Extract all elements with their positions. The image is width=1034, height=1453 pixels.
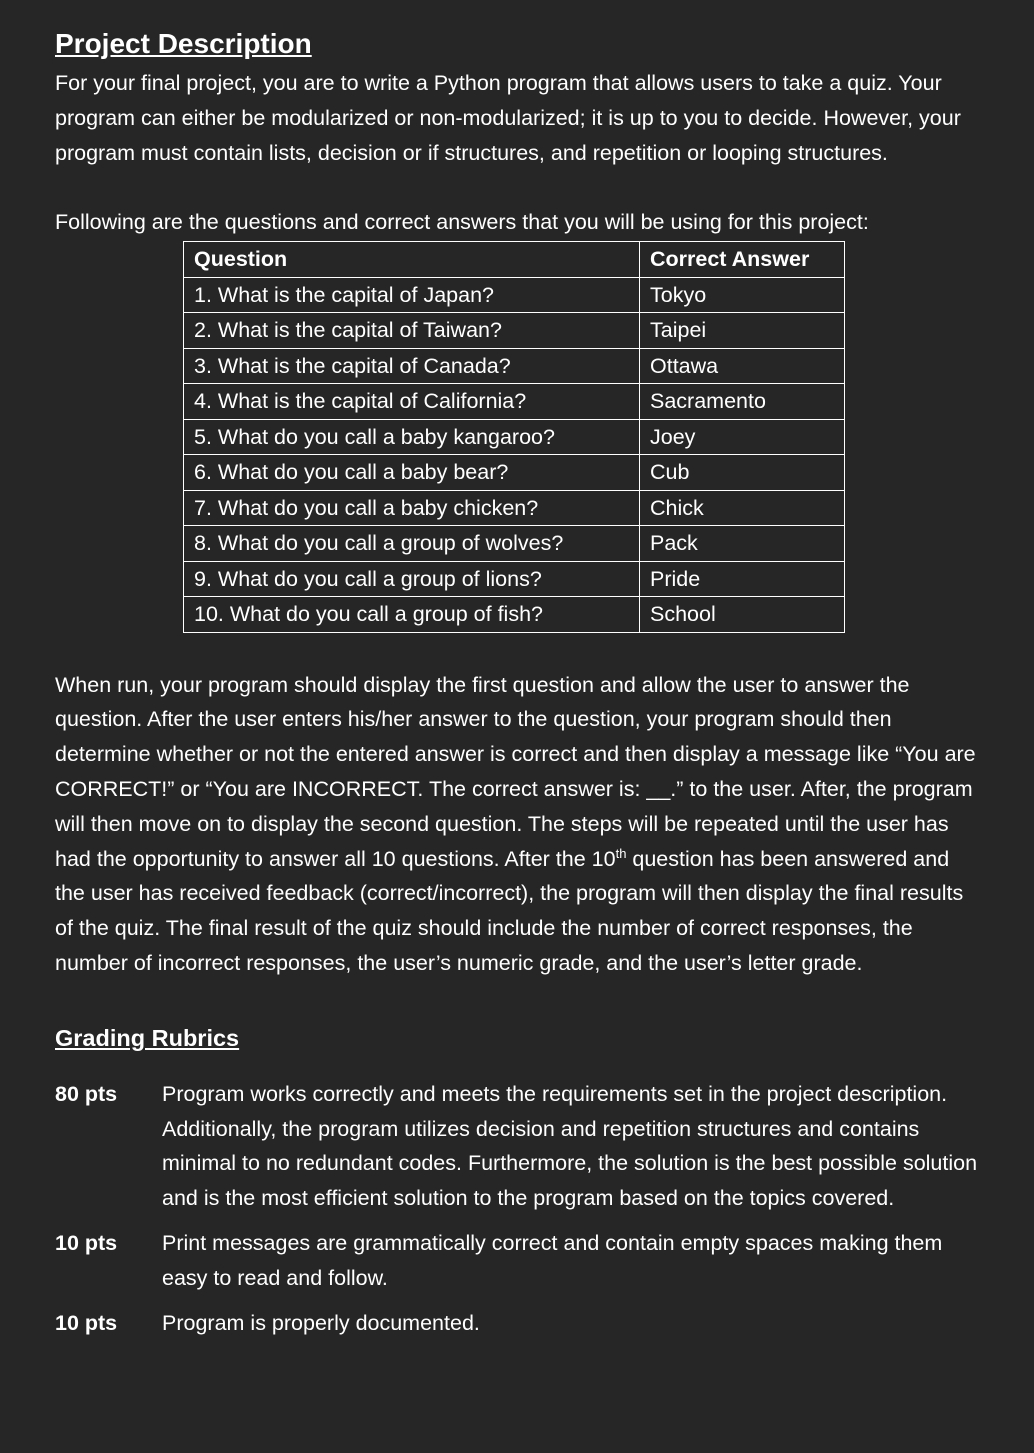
- question-cell: 9. What do you call a group of lions?: [184, 561, 640, 597]
- table-row: [184, 348, 845, 384]
- question-column-header: Question: [184, 242, 640, 278]
- table-row: [184, 526, 845, 562]
- question-cell: 1. What is the capital of Japan?: [184, 277, 640, 313]
- answer-cell: Sacramento: [640, 384, 845, 420]
- question-cell: 8. What do you call a group of wolves?: [184, 526, 640, 562]
- question-cell: 10. What do you call a group of fish?: [184, 597, 640, 633]
- answer-cell: Chick: [640, 490, 845, 526]
- answer-cell: Tokyo: [640, 277, 845, 313]
- page-title: Project Description: [55, 28, 312, 59]
- answer-column-header: Correct Answer: [640, 242, 845, 278]
- rubric-description: Print messages are grammatically correct and contain empty spaces making them easy to read and follow.: [162, 1231, 943, 1290]
- instructions-text-part2: question has been answered and the user has received feedback (correct/incorrect), the program will then display the final results of the quiz. The final result of the quiz should include the number of correct responses, the number of incorrect responses, the user’s numeric grade, and the user’s letter grade.: [55, 846, 964, 976]
- rubric-item: [55, 1226, 985, 1296]
- intro-paragraph: For your final project, you are to write a Python program that allows users to take a quiz. Your program can either be modularized or non-modularized; it is up to you to decide. However, your program must contain lists, decision or if structures, and repetition or looping structures.: [55, 71, 961, 165]
- table-row: [184, 490, 845, 526]
- question-cell: 3. What is the capital of Canada?: [184, 348, 640, 384]
- ordinal-superscript: th: [615, 845, 627, 861]
- rubric-description: Program is properly documented.: [162, 1310, 480, 1335]
- answer-cell: Cub: [640, 455, 845, 491]
- rubric-item: [55, 1077, 985, 1216]
- instructions-paragraph: [55, 668, 980, 981]
- answer-cell: Pack: [640, 526, 845, 562]
- table-row: [184, 419, 845, 455]
- table-row: [184, 597, 845, 633]
- table-row: [184, 277, 845, 313]
- question-cell: 7. What do you call a baby chicken?: [184, 490, 640, 526]
- answer-cell: Joey: [640, 419, 845, 455]
- question-cell: 4. What is the capital of California?: [184, 384, 640, 420]
- instructions-text-part1: When run, your program should display the first question and allow the user to answer the question. After the user enters his/her answer to the question, your program should then determine whether or not the entered answer is correct and then display a message like “You are CORRECT!” or “You are INCORRECT. The correct answer is: __.” to the user. After, the program will then move on to display the second question. The steps will be repeated until the user has had the opportunity to answer all 10 questions. After the 10: [55, 672, 976, 871]
- table-row: [184, 313, 845, 349]
- table-lead-paragraph: Following are the questions and correct answers that you will be using for this project:: [55, 210, 869, 235]
- rubric-description: Program works correctly and meets the requirements set in the project description. Additionally, the program utilizes decision and repetition structures and contains minimal to no redundant codes. Furthermore, the solution is the best possible solution and is the most efficient solution to the program based on the topics covered.: [162, 1081, 978, 1211]
- table-header-row: [184, 242, 845, 278]
- question-cell: 2. What is the capital of Taiwan?: [184, 313, 640, 349]
- questions-table: [183, 241, 845, 633]
- answer-cell: Pride: [640, 561, 845, 597]
- answer-cell: Taipei: [640, 313, 845, 349]
- rubric-item: [55, 1306, 985, 1341]
- table-row: [184, 455, 845, 491]
- table-row: [184, 384, 845, 420]
- document: [55, 22, 985, 1340]
- rubrics-heading: Grading Rubrics: [55, 1024, 240, 1051]
- question-cell: 6. What do you call a baby bear?: [184, 455, 640, 491]
- rubric-points: 10 pts: [55, 1231, 118, 1256]
- rubric-points: 10 pts: [55, 1310, 118, 1335]
- answer-cell: Ottawa: [640, 348, 845, 384]
- answer-cell: School: [640, 597, 845, 633]
- table-row: [184, 561, 845, 597]
- question-cell: 5. What do you call a baby kangaroo?: [184, 419, 640, 455]
- rubric-points: 80 pts: [55, 1081, 118, 1106]
